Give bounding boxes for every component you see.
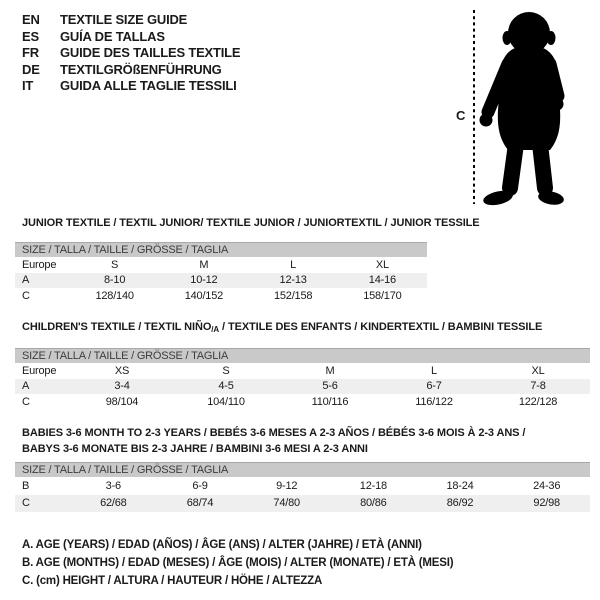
size-cell: 5-6 [322,380,338,393]
size-cell: 80/86 [360,497,387,510]
language-row-es [22,29,240,46]
junior-table-title: JUNIOR TEXTILE / TEXTIL JUNIOR/ TEXTILE JUNIOR / JUNIORTEXTIL / JUNIOR TESSILE [22,217,480,229]
size-cell: 9-12 [276,479,298,492]
size-cell: 152/158 [273,289,313,302]
size-cell: M [325,364,335,377]
size-cell: 3-4 [114,380,130,393]
language-row-de [22,62,240,79]
baby-silhouette-icon [480,12,565,207]
language-label: GUIDA ALLE TAGLIE TESSILI [60,78,237,93]
size-cell: 92/98 [533,497,560,510]
measurement-legend [22,536,453,590]
height-measure-label: C [456,108,466,123]
size-header-bar: SIZE / TALLA / TAILLE / GRÖSSE / TAGLIA [15,348,590,363]
table-row-c [15,495,590,513]
row-label: C [22,395,30,408]
table-row-b [15,477,590,495]
babies-size-table [15,462,590,512]
size-cell: 3-6 [105,479,121,492]
table-row-a [15,379,590,395]
babies-title-line-1: BABIES 3-6 MONTH TO 2-3 YEARS / BEBÉS 3-6 MESES A 2-3 AÑOS / BÉBÉS 3-6 MOIS À 2-3 ANS / [22,427,526,439]
row-label: A [22,380,30,393]
size-cell: 122/128 [518,395,558,408]
size-cell: XL [375,258,389,271]
size-cell: 12-13 [279,274,307,287]
children-size-table [15,348,590,410]
size-cell: L [431,364,437,377]
size-cell: 140/152 [184,289,224,302]
row-label: C [22,497,30,510]
size-cell: 104/110 [207,395,245,408]
language-code: FR [22,45,39,60]
legend-line-a: A. AGE (YEARS) / EDAD (AÑOS) / ÂGE (ANS) / ALTER (JAHRE) / ETÀ (ANNI) [22,539,422,551]
table-row-a [15,273,427,289]
size-cell: 8-10 [104,274,126,287]
size-cell: 18-24 [446,479,474,492]
row-label: A [22,274,30,287]
children-title-pre: CHILDREN'S TEXTILE / TEXTIL NIÑO [22,321,212,333]
size-cell: 14-16 [368,274,396,287]
children-title-sub: /A [211,325,220,334]
language-label: TEXTILE SIZE GUIDE [60,12,188,27]
size-cell: 68/74 [186,497,214,510]
size-cell: XS [114,364,130,377]
size-cell: 6-9 [192,479,208,492]
size-cell: 98/104 [105,395,139,408]
legend-line-b: B. AGE (MONTHS) / EDAD (MESES) / ÂGE (MOIS) / ALTER (MONATE) / ETÀ (MESI) [22,557,454,569]
table-row-europe [15,257,427,273]
legend-line-c: C. (cm) HEIGHT / ALTURA / HAUTEUR / HÖHE / ALTEZZA [22,575,323,587]
junior-size-table [15,242,427,304]
language-list [22,12,240,95]
children-table-title [22,321,542,334]
language-row-it [22,78,240,95]
language-code: IT [22,78,34,93]
language-label: TEXTILGRÖßENFÜHRUNG [60,61,222,77]
size-cell: M [199,258,209,271]
size-cell: L [290,258,297,271]
size-cell: 10-12 [190,274,218,287]
size-cell: 86/92 [446,497,474,510]
table-row-c [15,288,427,304]
babies-table-title [22,426,525,457]
size-cell: S [111,258,119,271]
size-cell: XL [531,364,545,377]
size-cell: 7-8 [530,380,546,393]
figure-area [452,4,600,212]
language-code: EN [22,12,40,27]
size-cell: 116/122 [415,395,453,408]
language-row-fr [22,45,240,62]
language-label: GUIDE DES TAILLES TEXTILE [60,45,241,60]
size-cell: S [222,364,230,377]
size-header-bar: SIZE / TALLA / TAILLE / GRÖSSE / TAGLIA [15,242,427,257]
row-label: Europe [22,258,57,271]
table-row-c [15,394,590,410]
size-cell: 110/116 [311,395,349,408]
size-header-bar: SIZE / TALLA / TAILLE / GRÖSSE / TAGLIA [15,462,590,477]
table-row-europe [15,363,590,379]
size-cell: 24-36 [533,479,561,492]
size-cell: 12-18 [359,479,387,492]
language-row-en [22,12,240,29]
size-cell: 128/140 [95,289,134,302]
row-label: Europe [22,364,57,377]
children-title-post: / TEXTILE DES ENFANTS / KINDERTEXTIL / BAMBINI TESSILE [219,321,543,333]
size-cell: 4-5 [218,380,234,393]
babies-title-line-2: BABYS 3-6 MONATE BIS 2-3 JAHRE / BAMBINI 3-6 MESI A 2-3 ANNI [22,442,368,455]
row-label: C [22,289,30,302]
size-cell: 62/68 [100,497,127,510]
row-label: B [22,479,30,492]
size-cell: 158/170 [363,289,402,302]
size-cell: 6-7 [426,380,442,393]
size-cell: 74/80 [273,497,300,510]
language-code: ES [22,28,39,44]
language-label: GUÍA DE TALLAS [60,28,165,44]
language-code: DE [22,61,40,77]
